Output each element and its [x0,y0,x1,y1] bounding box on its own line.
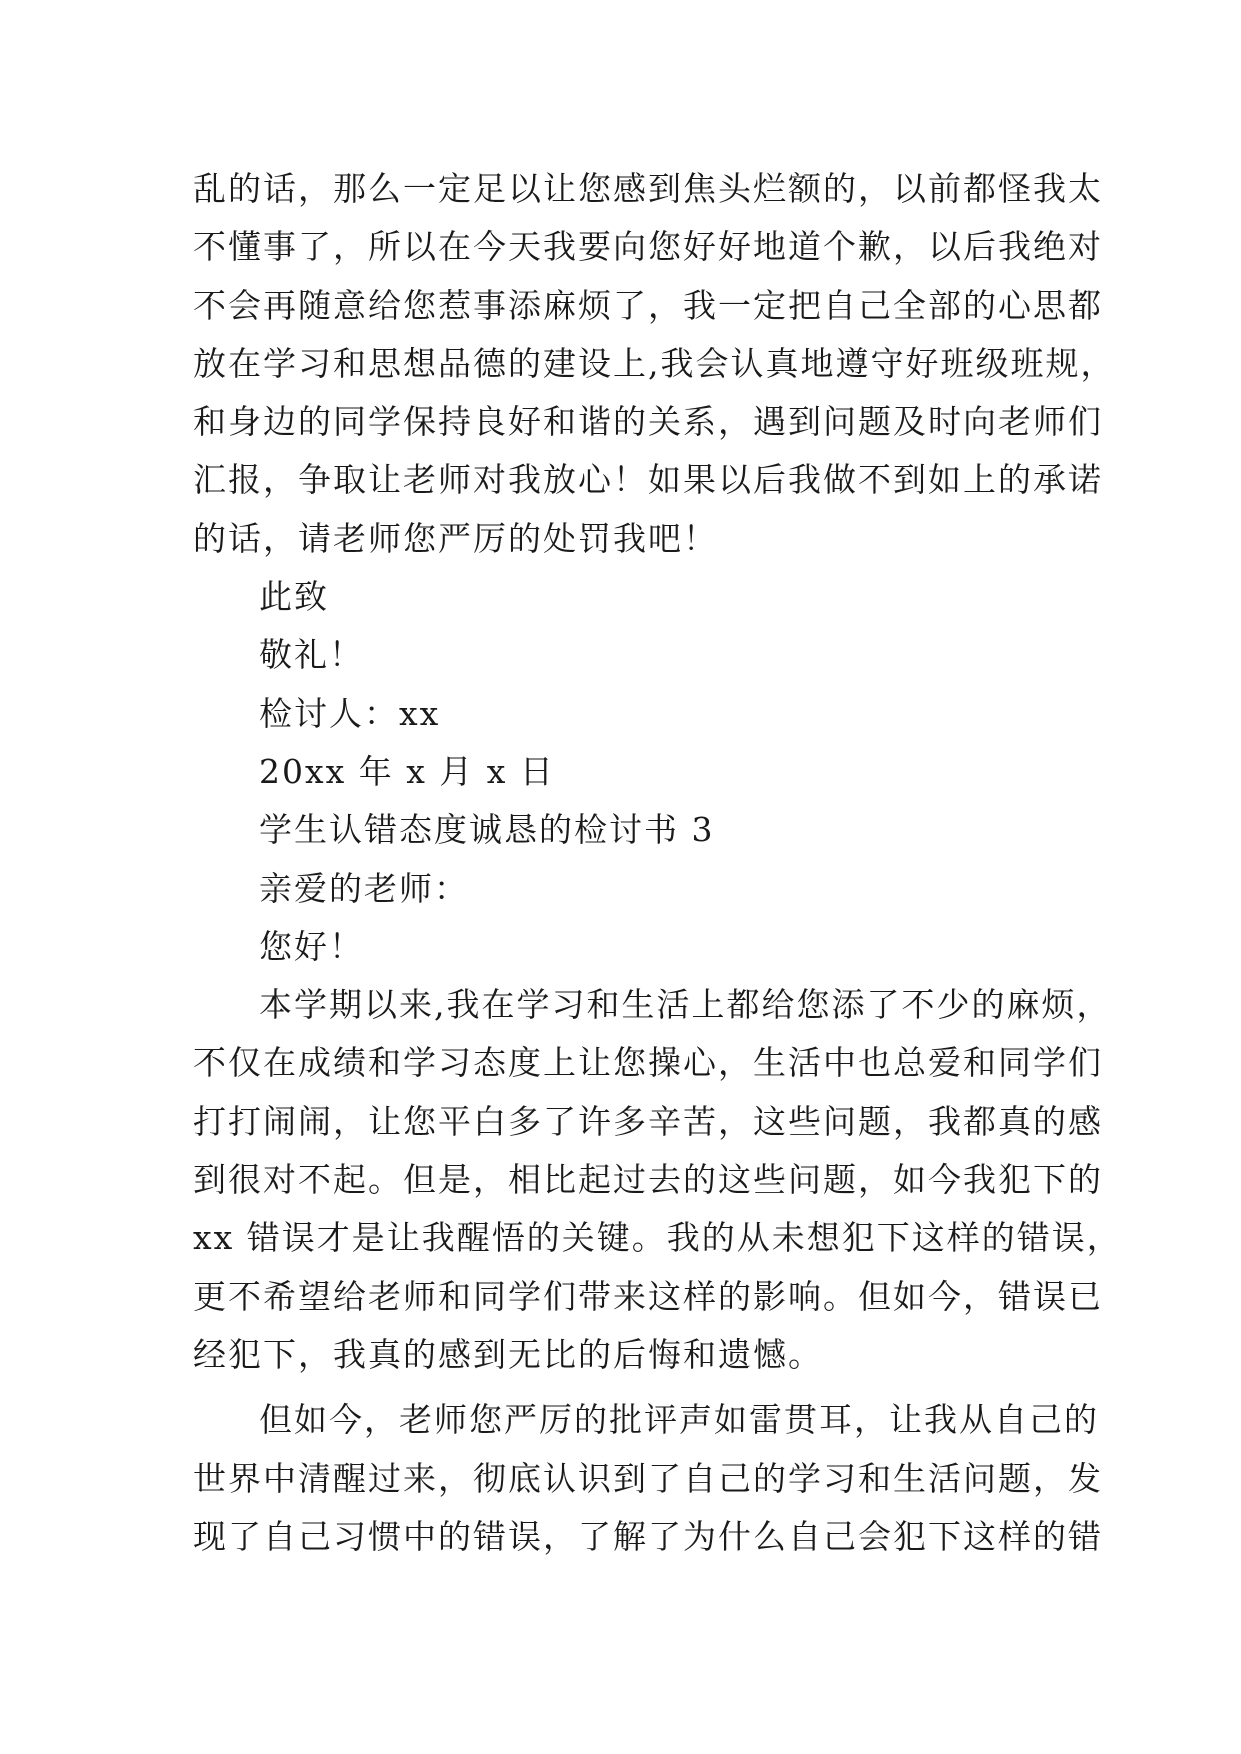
text-line: 经犯下，我真的感到无比的后悔和遗憾。 [193,1334,823,1374]
text-line: 打打闹闹，让您平白多了许多辛苦，这些问题，我都真的感 [193,1101,1103,1141]
text-line: 但如今，老师您严厉的批评声如雷贯耳，让我从自己的 [259,1400,1099,1440]
text-line: 本学期以来,我在学习和生活上都给您添了不少的麻烦， [259,985,1112,1025]
text-line: 更不希望给老师和同学们带来这样的影响。但如今，错误已 [193,1276,1103,1316]
greeting: 亲爱的老师： [259,868,469,908]
text-line: 汇报，争取让老师对我放心！如果以后我做不到如上的承诺 [193,460,1103,500]
text-line: 放在学习和思想品德的建设上,我会认真地遵守好班级班规， [193,343,1116,383]
text-line: 不仅在成绩和学习态度上让您操心，生活中也总爱和同学们 [193,1043,1103,1083]
closing-regards: 敬礼！ [259,635,364,675]
date: 20xx 年 x 月 x 日 [259,751,555,791]
hello: 您好！ [259,926,364,966]
closing-salutation: 此致 [259,577,329,617]
text-line: 现了自己习惯中的错误，了解了为什么自己会犯下这样的错 [193,1516,1103,1556]
document-body [193,160,1122,1566]
section-title: 学生认错态度诚恳的检讨书 3 [259,810,715,850]
text-line: 的话，请老师您严厉的处罚我吧！ [193,518,718,558]
text-line: 乱的话，那么一定足以让您感到焦头烂额的，以前都怪我太 [193,169,1103,208]
text-line: xx 错误才是让我醒悟的关键。我的从未想犯下这样的错误， [193,1218,1122,1258]
text-line: 到很对不起。但是，相比起过去的这些问题，如今我犯下的 [193,1160,1103,1200]
paragraph-3 [193,1391,1103,1566]
text-line: 世界中清醒过来，彻底认识到了自己的学习和生活问题，发 [193,1458,1103,1498]
text-line: 不懂事了，所以在今天我要向您好好地道个歉，以后我绝对 [193,227,1103,267]
text-line: 和身边的同学保持良好和谐的关系，遇到问题及时向老师们 [193,402,1103,442]
signer: 检讨人：xx [259,693,441,733]
paragraph-1 [193,160,1116,568]
paragraph-2 [193,976,1122,1384]
text-line: 不会再随意给您惹事添麻烦了，我一定把自己全部的心思都 [193,285,1103,325]
